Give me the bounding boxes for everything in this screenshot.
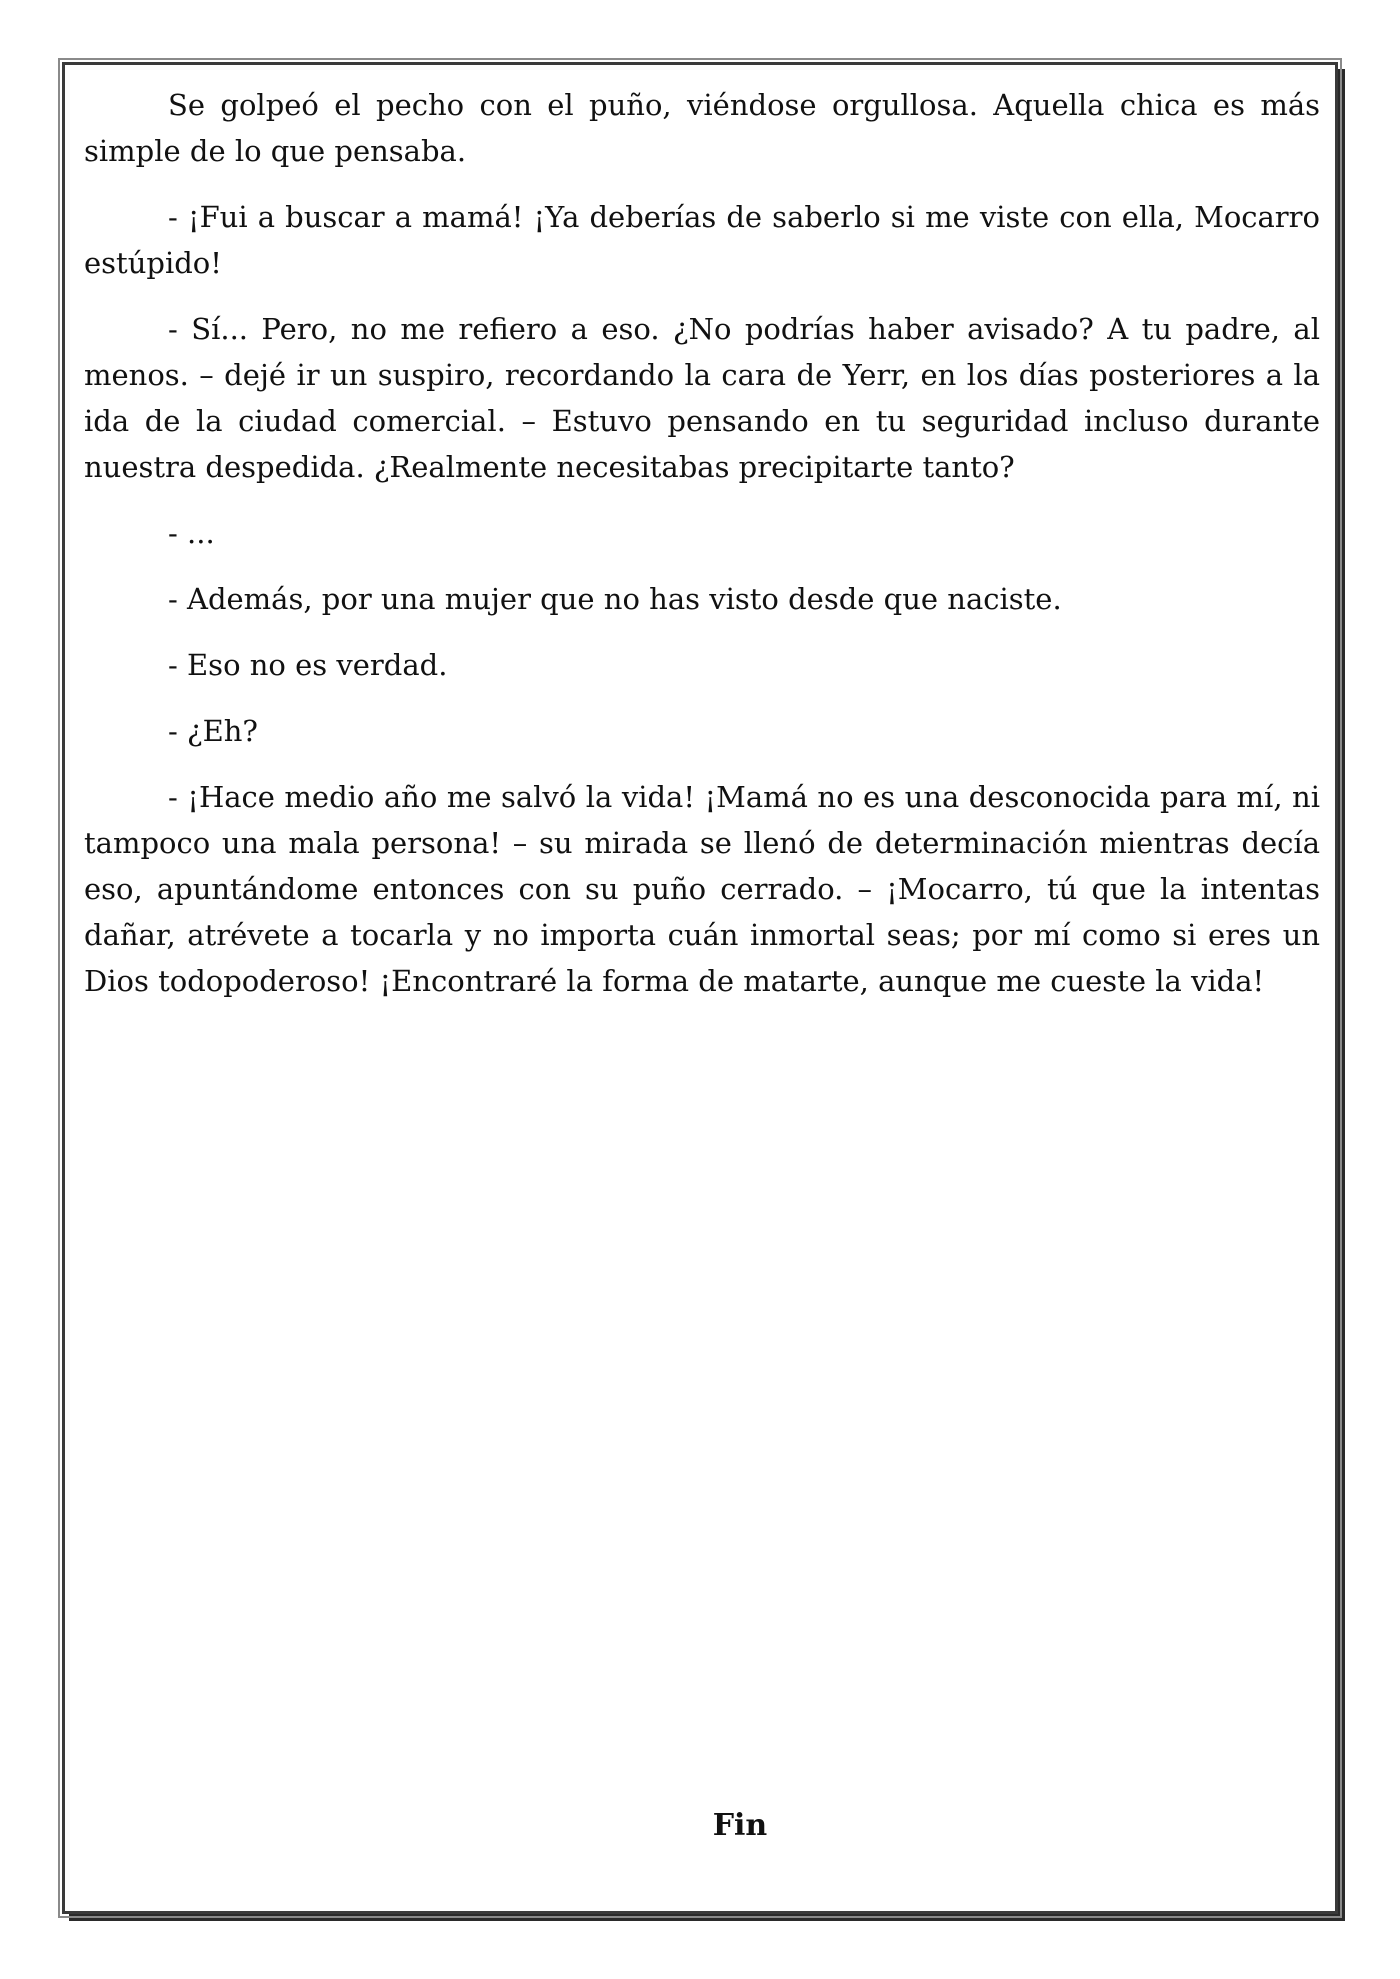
paragraph-8: - ¡Hace medio año me salvó la vida! ¡Mamá no es una desconocida para mí, ni tampoco una mala persona! – su mirada se llenó de determinación mientras decía eso, apuntándome entonces con su puño cerrado. – ¡Mocarro, tú que la intentas dañar, atrévete a tocarla y no importa cuán inmortal seas; por mí como si eres un Dios todopoderoso! ¡Encontraré la forma de matarte, aunque me cueste la vida! bbox=[84, 780, 1320, 998]
paragraph-3: - Sí... Pero, no me refiero a eso. ¿No podrías haber avisado? A tu padre, al menos. – dejé ir un suspiro, recordando la cara de Yerr, en los días posteriores a la ida de la ciudad comercial. – Estuvo pensando en tu seguridad incluso durante nuestra despedida. ¿Realmente necesitabas precipitarte tanto? bbox=[84, 312, 1320, 484]
paragraph-4: - ... bbox=[168, 516, 215, 550]
paragraph-6: - Eso no es verdad. bbox=[168, 648, 448, 682]
end-label: Fin bbox=[712, 1808, 768, 1843]
paragraph-1: Se golpeó el pecho con el puño, viéndose orgullosa. Aquella chica es más simple de lo que pensaba. bbox=[84, 88, 1320, 168]
paragraph-5: - Además, por una mujer que no has visto desde que naciste. bbox=[168, 582, 1062, 616]
paragraph-2: - ¡Fui a buscar a mamá! ¡Ya deberías de saberlo si me viste con ella, Mocarro estúpido! bbox=[84, 200, 1320, 280]
document-body bbox=[84, 82, 1320, 1024]
paragraph-7: - ¿Eh? bbox=[168, 714, 258, 748]
